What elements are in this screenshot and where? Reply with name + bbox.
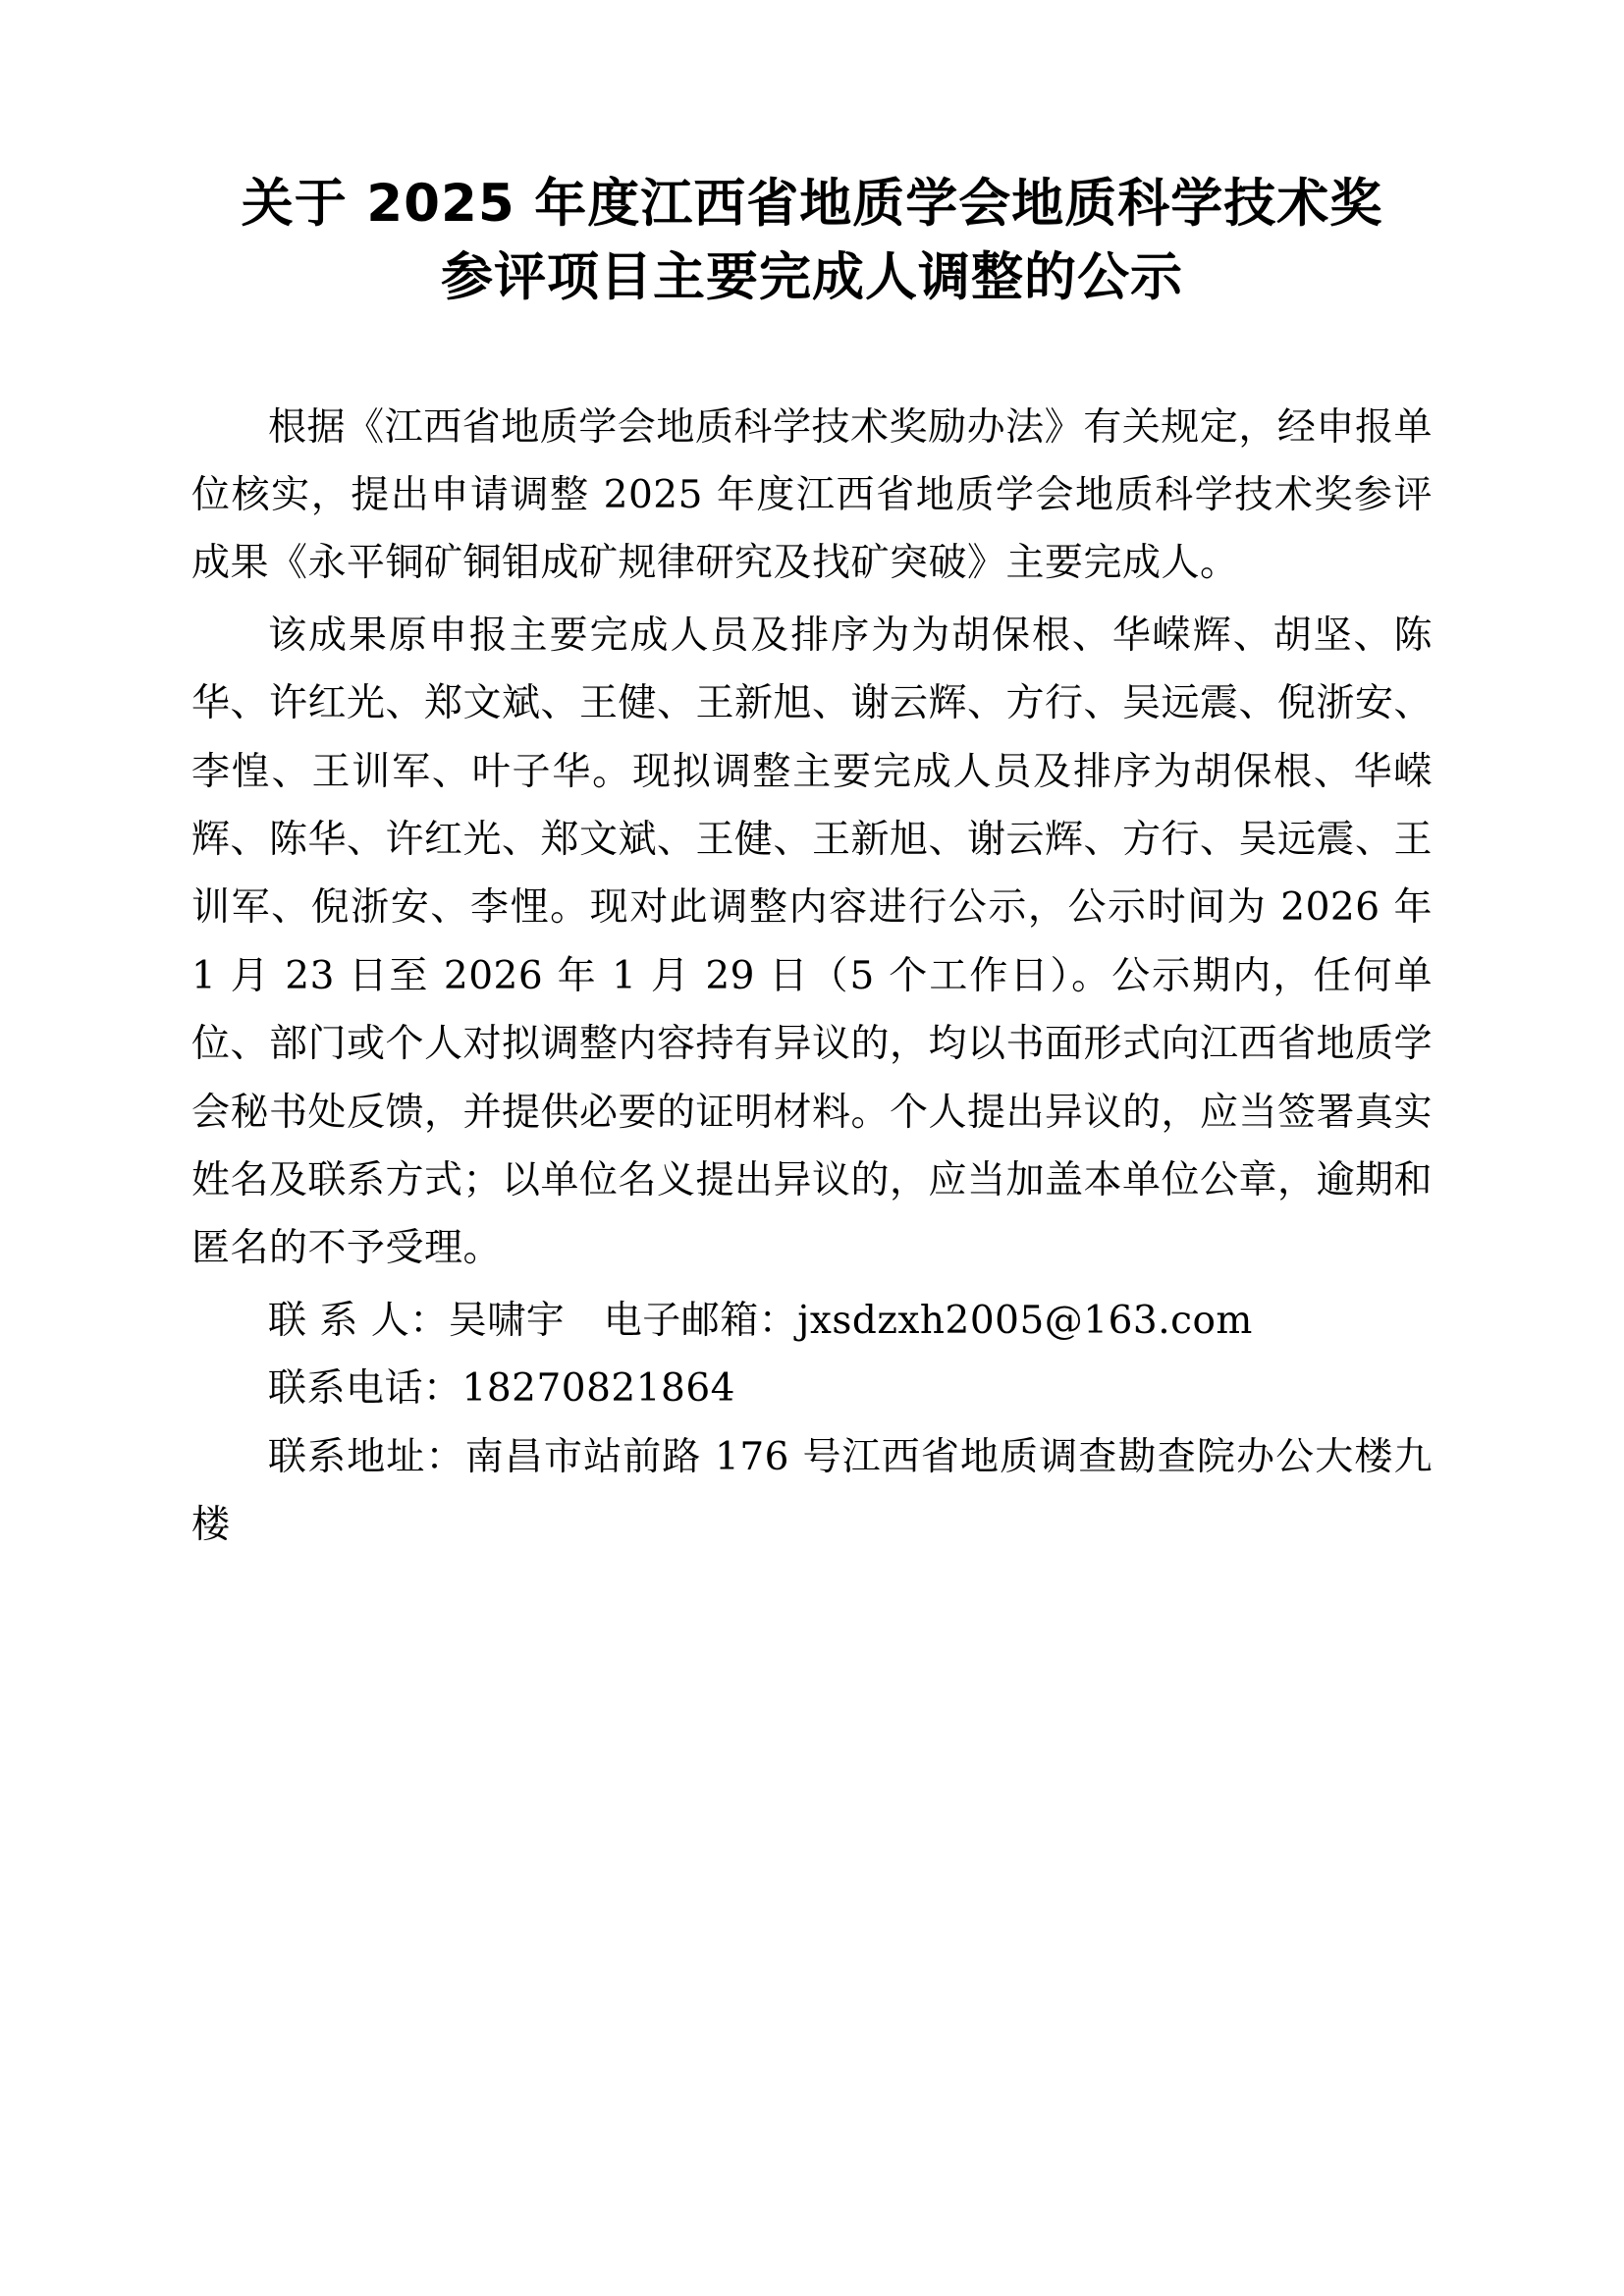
contact-address-line: 联系地址：南昌市站前路 176 号江西省地质调查勘查院办公大楼九楼: [191, 1434, 1433, 1547]
contact-person-line: [191, 1287, 1433, 1355]
paragraph-1: 根据《江西省地质学会地质科学技术奖励办法》有关规定，经申报单位核实，提出申请调整 2025 年度江西省地质学会地质科学技术奖参评成果《永平铜矿铜钼成矿规律研究及找矿突破》主要完成人。: [191, 404, 1433, 586]
paragraph-2: 该成果原申报主要完成人员及排序为为胡保根、华嵘辉、胡坚、陈华、许红光、郑文斌、王健、王新旭、谢云辉、方行、吴远震、倪浙安、李惶、王训军、叶子华。现拟调整主要完成人员及排序为胡保根、华嵘辉、陈华、许红光、郑文斌、王健、王新旭、谢云辉、方行、吴远震、王训军、倪浙安、李悝。现对此调整内容进行公示，公示时间为 2026 年 1 月 23 日至 2026 年 1 月 29 日（5 个工作日）。公示期内，任何单位、部门或个人对拟调整内容持有异议的，均以书面形式向江西省地质学会秘书处反馈，并提供必要的证明材料。个人提出异议的，应当签署真实姓名及联系方式；以单位名义提出异议的，应当加盖本单位公章，逾期和匿名的不予受理。: [191, 613, 1434, 1271]
contact-email: jxsdzxh2005@163.com: [797, 1298, 1253, 1343]
page-title: [233, 167, 1391, 315]
page-title-line-2: 参评项目主要完成人调整的公示: [441, 247, 1183, 308]
contact-phone-line: 联系电话：18270821864: [268, 1366, 735, 1412]
contact-person-label: 联 系 人：吴啸宇 电子邮箱：: [268, 1298, 798, 1343]
document-body: [191, 394, 1433, 1560]
page-title-line-1: 关于 2025 年度江西省地质学会地质科学技术奖: [241, 174, 1383, 234]
